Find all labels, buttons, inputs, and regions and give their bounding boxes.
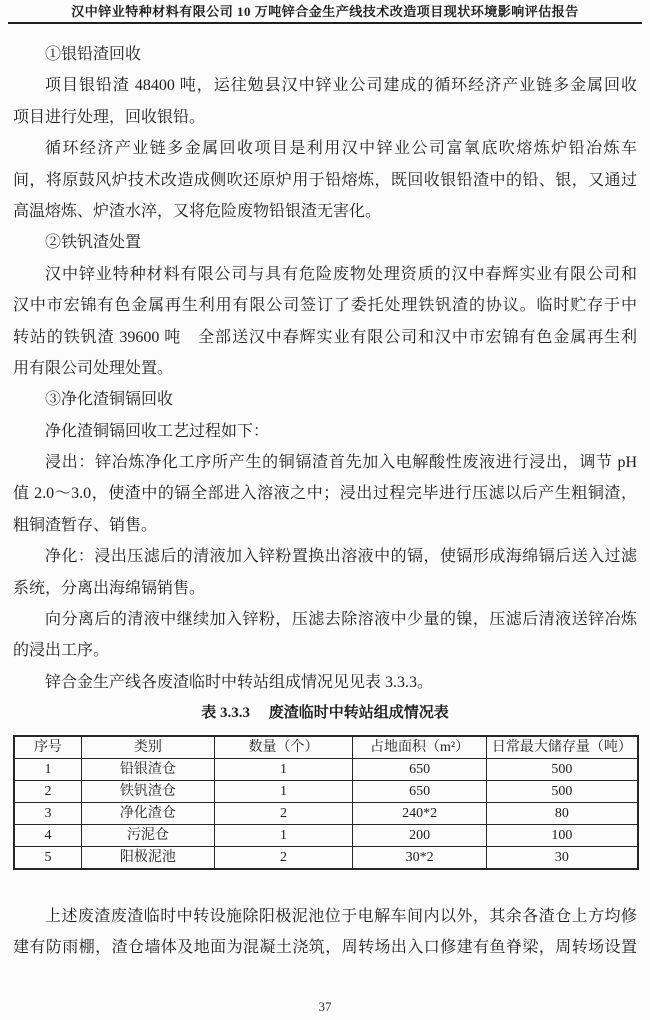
table-caption: 表 3.3.3 废渣临时中转站组成情况表 — [201, 705, 449, 722]
table-cell: 200 — [353, 824, 487, 846]
table-cell: 1 — [214, 780, 353, 802]
table-cell: 650 — [353, 758, 487, 780]
body-section-top — [13, 39, 637, 698]
table-cell: 日常最大储存量（吨） — [486, 736, 638, 759]
table-cell: 数量（个） — [214, 736, 353, 759]
table-cell: 铁钒渣仓 — [81, 780, 214, 802]
table-cell: 2 — [214, 846, 353, 869]
paragraph-line: 上述废渣废渣临时中转设施除阳极泥池位于电解车间内以外，其余各渣仓上方均修 — [45, 907, 637, 925]
table-cell: 500 — [486, 758, 638, 780]
section-heading: ②铁钒渣处置 — [45, 234, 142, 252]
table-cell: 占地面积（m²） — [353, 736, 487, 759]
table-cell: 1 — [214, 824, 353, 846]
paragraph-line: 间，将原鼓风炉技术改造成侧吹还原炉用于铅熔炼，既回收银铅渣中的铅、银，又通过 — [13, 171, 637, 189]
table-cell: 1 — [214, 758, 353, 780]
paragraph-line: 粗铜渣暂存、销售。 — [13, 516, 158, 534]
table-cell: 4 — [14, 824, 81, 846]
table-cell: 500 — [486, 780, 638, 802]
table-cell: 2 — [14, 780, 81, 802]
table-cell: 240*2 — [353, 802, 487, 824]
table-cell: 1 — [14, 758, 81, 780]
table-row — [14, 802, 638, 824]
paragraph-line: 项目进行处理，回收银铅。 — [13, 108, 206, 126]
table-cell: 3 — [14, 802, 81, 824]
paragraph-line: 浸出：锌冶炼净化工序所产生的铜镉渣首先加入电解酸性废液进行浸出，调节 pH — [45, 454, 637, 472]
section-heading: ③净化渣铜镉回收 — [45, 391, 174, 409]
paragraph-line: 高温熔炼、炉渣水淬，又将危险废物铅银渣无害化。 — [13, 202, 382, 220]
table-row — [14, 824, 638, 846]
table-header-row — [14, 736, 638, 759]
table-cell: 100 — [486, 824, 638, 846]
document-body — [13, 39, 637, 963]
table-cell: 80 — [486, 802, 638, 824]
table-cell: 30 — [486, 846, 638, 869]
table-cell: 5 — [14, 846, 81, 869]
page-header — [0, 0, 650, 20]
paragraph-line: 向分离后的清液中继续加入锌粉，压滤去除溶液中少量的镍，压滤后清液送锌冶炼 — [45, 611, 637, 629]
page-number: 37 — [318, 999, 332, 1014]
table-row — [14, 758, 638, 780]
paragraph-line: 建有防雨棚，渣仓墙体及地面为混凝土浇筑，周转场出入口修建有鱼脊梁，周转场设置 — [13, 938, 637, 956]
table-cell: 铅银渣仓 — [81, 758, 214, 780]
table-cell: 阳极泥池 — [81, 846, 214, 869]
paragraph-line: 循环经济产业链多金属回收项目是利用汉中锌业公司富氧底吹熔炼炉铅冶炼车 — [45, 140, 637, 158]
page-header-title: 汉中锌业特种材料有限公司 10 万吨锌合金生产线技术改造项目现状环境影响评估报告 — [71, 4, 579, 19]
paragraph-line: 汉中市宏锦有色金属再生利用有限公司签订了委托处理铁钒渣的协议。临时贮存于中 — [13, 297, 637, 315]
paragraph-line: 用有限公司处理处置。 — [13, 359, 174, 377]
paragraph-line: 转站的铁钒渣 39600 吨 全部送汉中春辉实业有限公司和汉中市宏锦有色金属再生利 — [13, 328, 637, 346]
header-divider — [8, 22, 642, 24]
section-heading: ①银铅渣回收 — [45, 46, 142, 63]
body-section-bottom — [13, 901, 637, 964]
paragraph-line: 的浸出工序。 — [13, 642, 110, 660]
table-cell: 2 — [214, 802, 353, 824]
table-cell: 30*2 — [353, 846, 487, 869]
waste-transfer-station-table — [13, 735, 639, 870]
paragraph-line: 系统，分离出海绵镉销售。 — [13, 579, 206, 597]
table-cell: 序号 — [14, 736, 81, 759]
table-cell: 类别 — [81, 736, 214, 759]
paragraph-line: 锌合金生产线各废渣临时中转站组成情况见见表 3.3.3。 — [45, 673, 434, 691]
table-row — [14, 846, 638, 869]
paragraph-line: 项目银铅渣 48400 吨，运往勉县汉中锌业公司建成的循环经济产业链多金属回收 — [45, 77, 637, 95]
paragraph-line: 汉中锌业特种材料有限公司与具有危险废物处理资质的汉中春辉实业有限公司和 — [45, 265, 637, 283]
table-cell: 650 — [353, 780, 487, 802]
paragraph-line: 值 2.0～3.0，使渣中的镉全部进入溶液之中；浸出过程完毕进行压滤以后产生粗铜渣， — [13, 485, 637, 503]
paragraph-line: 净化渣铜镉回收工艺过程如下： — [45, 422, 270, 440]
table-row — [14, 780, 638, 802]
table-cell: 净化渣仓 — [81, 802, 214, 824]
paragraph-line: 净化：浸出压滤后的清液加入锌粉置换出溶液中的镉，使镉形成海绵镉后送入过滤 — [45, 548, 637, 566]
table-cell: 污泥仓 — [81, 824, 214, 846]
